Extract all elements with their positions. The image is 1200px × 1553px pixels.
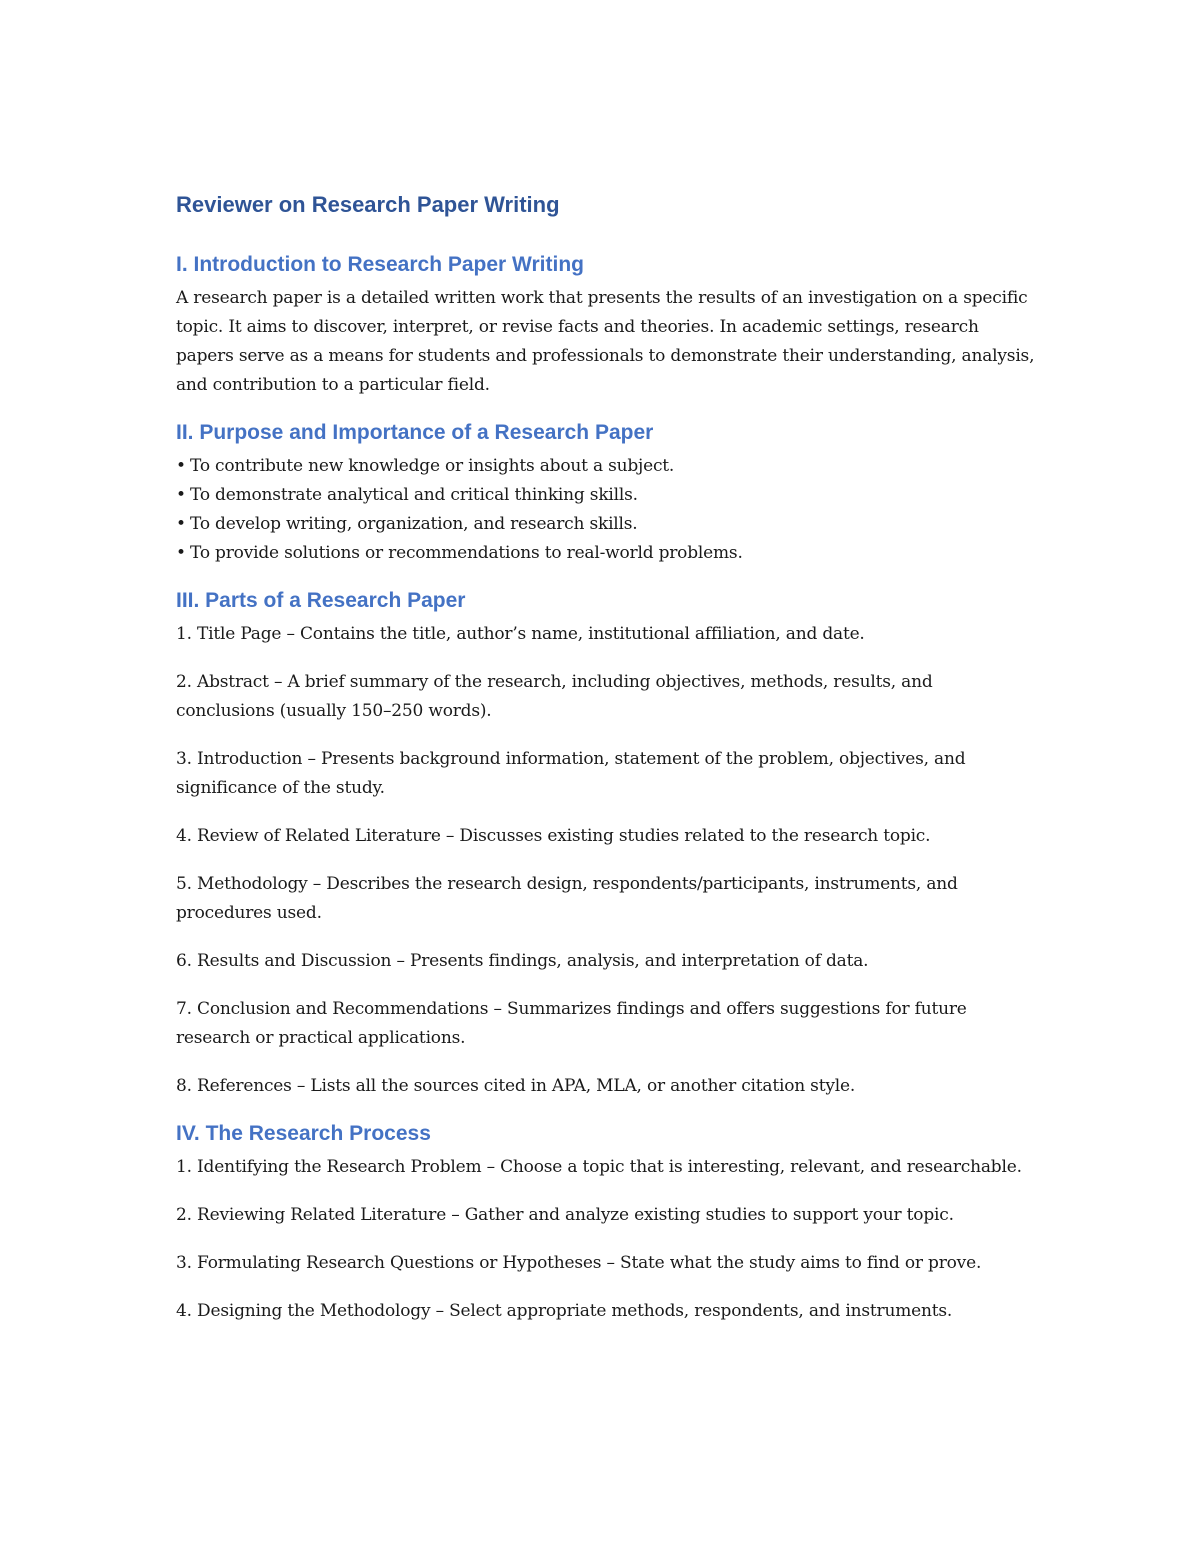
list-item: 3. Formulating Research Questions or Hypotheses – State what the study aims to find or prove. xyxy=(176,1253,982,1273)
section-heading-process: IV. The Research Process xyxy=(176,1122,431,1145)
bullet-icon: • xyxy=(176,456,186,476)
bullet-icon: • xyxy=(176,543,186,563)
list-item: 8. References – Lists all the sources cited in APA, MLA, or another citation style. xyxy=(176,1076,856,1096)
list-item: 6. Results and Discussion – Presents findings, analysis, and interpretation of data. xyxy=(176,951,869,971)
bullet-icon: • xyxy=(176,514,186,534)
list-item: 1. Identifying the Research Problem – Choose a topic that is interesting, relevant, and researchable. xyxy=(176,1157,1022,1177)
list-item xyxy=(176,452,1036,481)
list-item-text: To contribute new knowledge or insights about a subject. xyxy=(190,456,675,476)
section-purpose xyxy=(176,418,1036,568)
section-parts xyxy=(176,586,1036,1101)
list-item xyxy=(176,539,1036,568)
list-item-text: To provide solutions or recommendations to real-world problems. xyxy=(190,543,743,563)
bullet-icon: • xyxy=(176,485,186,505)
list-item-text: To develop writing, organization, and research skills. xyxy=(190,514,638,534)
document-title: Reviewer on Research Paper Writing xyxy=(176,192,560,217)
list-item xyxy=(176,510,1036,539)
section-heading-purpose: II. Purpose and Importance of a Research Paper xyxy=(176,421,654,444)
document-page xyxy=(176,190,1036,1344)
purpose-list xyxy=(176,452,1036,568)
parts-list xyxy=(176,620,1036,1101)
list-item: 2. Reviewing Related Literature – Gather and analyze existing studies to support your topic. xyxy=(176,1205,954,1225)
list-item: 4. Designing the Methodology – Select appropriate methods, respondents, and instruments. xyxy=(176,1301,953,1321)
list-item: 4. Review of Related Literature – Discusses existing studies related to the research topic. xyxy=(176,826,931,846)
list-item: 5. Methodology – Describes the research design, respondents/participants, instruments, and procedures used. xyxy=(176,874,958,923)
list-item xyxy=(176,481,1036,510)
list-item: 2. Abstract – A brief summary of the research, including objectives, methods, results, and conclusions (usually 150–250 words). xyxy=(176,672,933,721)
list-item-text: To demonstrate analytical and critical thinking skills. xyxy=(190,485,638,505)
section-heading-parts: III. Parts of a Research Paper xyxy=(176,589,466,612)
introduction-paragraph: A research paper is a detailed written work that presents the results of an investigation on a specific topic. It aims to discover, interpret, or revise facts and theories. In academic settings, research papers serve as a means for students and professionals to demonstrate their understanding, analysis, and contribution to a particular field. xyxy=(176,288,1035,395)
list-item: 3. Introduction – Presents background information, statement of the problem, objectives, and significance of the study. xyxy=(176,749,966,798)
section-introduction xyxy=(176,250,1036,400)
process-list xyxy=(176,1153,1036,1326)
list-item: 7. Conclusion and Recommendations – Summarizes findings and offers suggestions for future research or practical applications. xyxy=(176,999,967,1048)
section-process xyxy=(176,1119,1036,1326)
section-heading-introduction: I. Introduction to Research Paper Writing xyxy=(176,253,584,276)
list-item: 1. Title Page – Contains the title, author’s name, institutional affiliation, and date. xyxy=(176,624,865,644)
